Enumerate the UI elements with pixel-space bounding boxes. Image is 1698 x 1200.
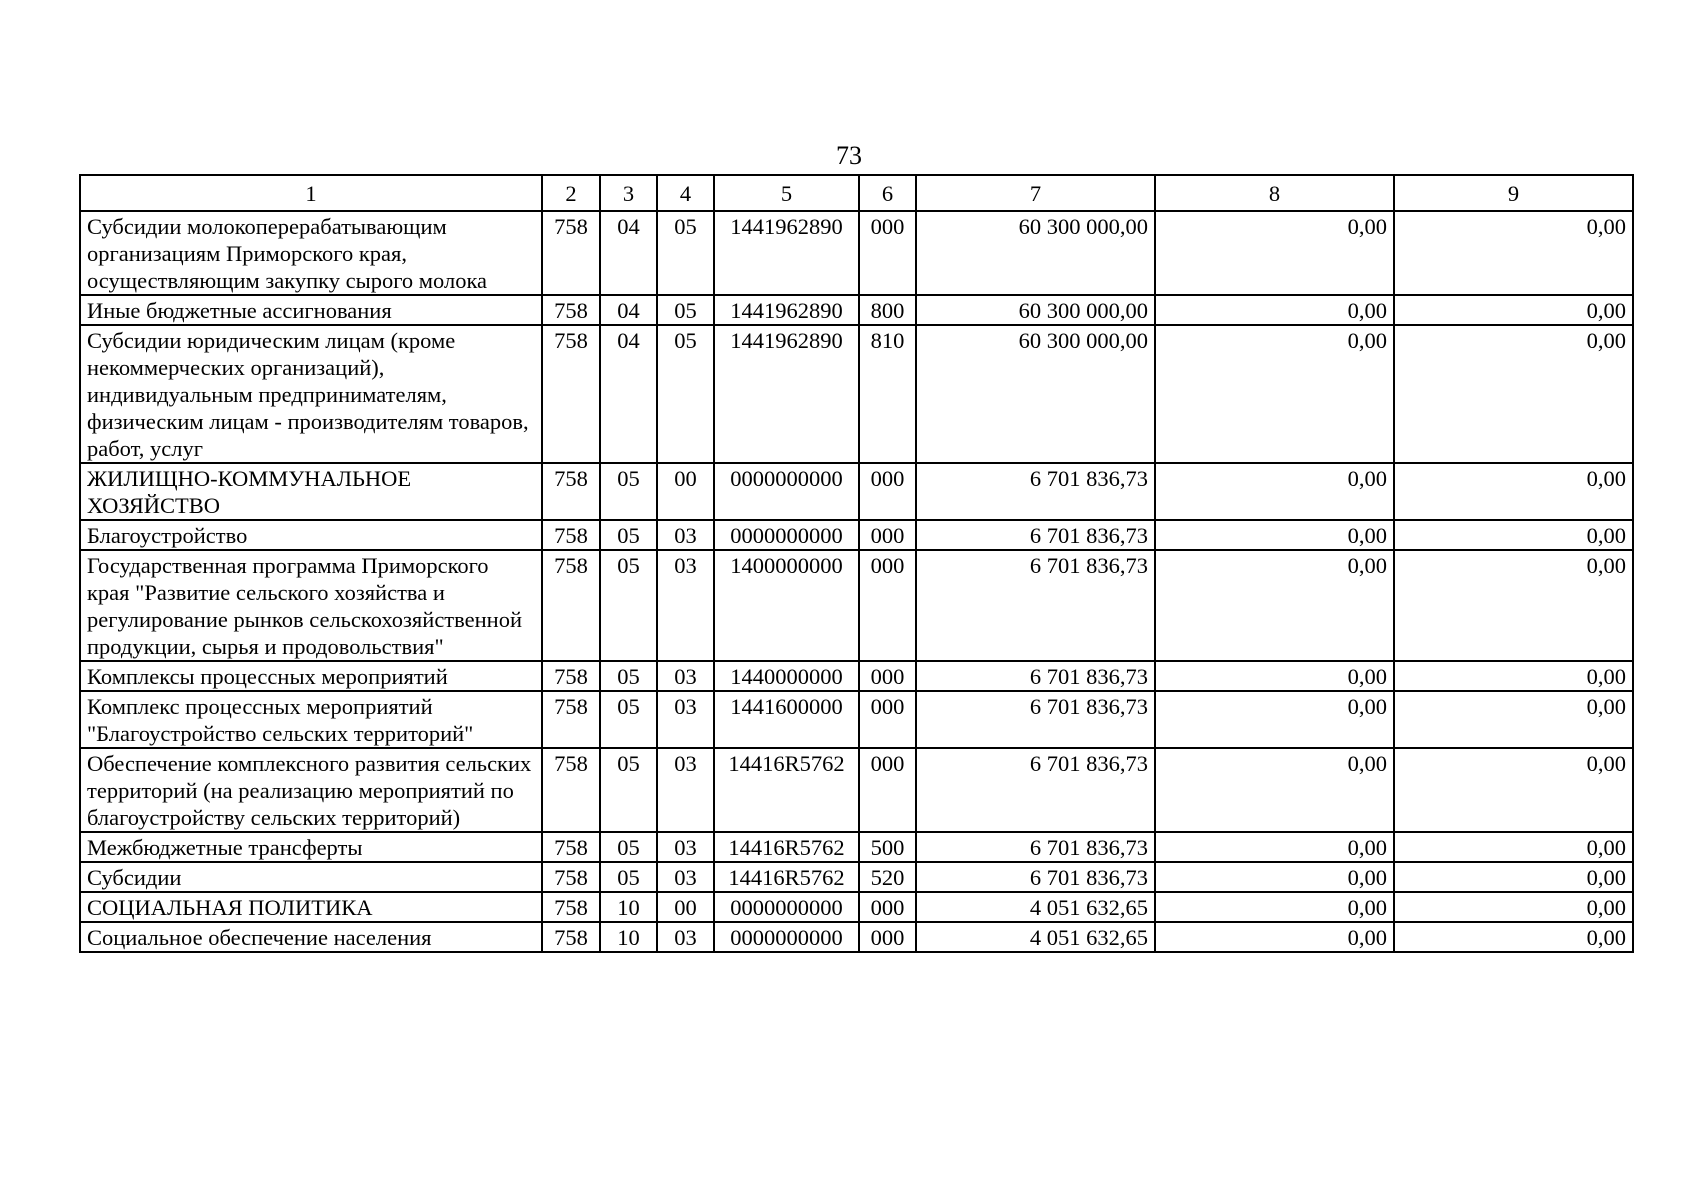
cell-col4: 00 bbox=[657, 892, 714, 922]
cell-col9: 0,00 bbox=[1394, 463, 1633, 520]
cell-col2: 758 bbox=[542, 832, 600, 862]
cell-col4: 05 bbox=[657, 211, 714, 295]
cell-col4: 05 bbox=[657, 325, 714, 463]
cell-col3: 05 bbox=[600, 463, 657, 520]
cell-col5: 14416R5762 bbox=[714, 862, 859, 892]
cell-col5: 0000000000 bbox=[714, 922, 859, 952]
cell-col8: 0,00 bbox=[1155, 325, 1394, 463]
cell-col2: 758 bbox=[542, 520, 600, 550]
cell-col5: 1441962890 bbox=[714, 211, 859, 295]
cell-col2: 758 bbox=[542, 748, 600, 832]
row-name: Иные бюджетные ассигнования bbox=[80, 295, 542, 325]
cell-col7: 60 300 000,00 bbox=[916, 211, 1155, 295]
cell-col7: 60 300 000,00 bbox=[916, 325, 1155, 463]
budget-table bbox=[79, 174, 1634, 953]
cell-col2: 758 bbox=[542, 922, 600, 952]
cell-col9: 0,00 bbox=[1394, 892, 1633, 922]
cell-col6: 810 bbox=[859, 325, 916, 463]
cell-col2: 758 bbox=[542, 211, 600, 295]
cell-col2: 758 bbox=[542, 691, 600, 748]
table-row bbox=[80, 325, 1633, 463]
page-number: 73 bbox=[836, 141, 862, 170]
cell-col5: 14416R5762 bbox=[714, 748, 859, 832]
cell-col5: 0000000000 bbox=[714, 892, 859, 922]
cell-col7: 4 051 632,65 bbox=[916, 892, 1155, 922]
row-name: Обеспечение комплексного развития сельских территорий (на реализацию мероприятий по благоустройству сельских территорий) bbox=[80, 748, 542, 832]
table-row bbox=[80, 550, 1633, 661]
cell-col5: 0000000000 bbox=[714, 463, 859, 520]
cell-col9: 0,00 bbox=[1394, 661, 1633, 691]
cell-col9: 0,00 bbox=[1394, 832, 1633, 862]
cell-col5: 1440000000 bbox=[714, 661, 859, 691]
cell-col4: 03 bbox=[657, 922, 714, 952]
cell-col3: 10 bbox=[600, 922, 657, 952]
column-header: 6 bbox=[859, 175, 916, 211]
cell-col5: 1400000000 bbox=[714, 550, 859, 661]
cell-col3: 05 bbox=[600, 661, 657, 691]
cell-col9: 0,00 bbox=[1394, 862, 1633, 892]
cell-col9: 0,00 bbox=[1394, 748, 1633, 832]
cell-col8: 0,00 bbox=[1155, 463, 1394, 520]
cell-col4: 03 bbox=[657, 748, 714, 832]
cell-col9: 0,00 bbox=[1394, 691, 1633, 748]
cell-col6: 500 bbox=[859, 832, 916, 862]
cell-col8: 0,00 bbox=[1155, 661, 1394, 691]
cell-col3: 05 bbox=[600, 862, 657, 892]
cell-col3: 05 bbox=[600, 691, 657, 748]
cell-col6: 000 bbox=[859, 211, 916, 295]
cell-col5: 0000000000 bbox=[714, 520, 859, 550]
cell-col5: 1441962890 bbox=[714, 325, 859, 463]
cell-col2: 758 bbox=[542, 325, 600, 463]
cell-col3: 05 bbox=[600, 748, 657, 832]
cell-col4: 03 bbox=[657, 862, 714, 892]
cell-col4: 03 bbox=[657, 661, 714, 691]
row-name: Комплексы процессных мероприятий bbox=[80, 661, 542, 691]
row-name: Субсидии bbox=[80, 862, 542, 892]
cell-col7: 4 051 632,65 bbox=[916, 922, 1155, 952]
cell-col9: 0,00 bbox=[1394, 325, 1633, 463]
cell-col8: 0,00 bbox=[1155, 832, 1394, 862]
cell-col8: 0,00 bbox=[1155, 862, 1394, 892]
cell-col5: 1441962890 bbox=[714, 295, 859, 325]
cell-col3: 04 bbox=[600, 325, 657, 463]
cell-col5: 14416R5762 bbox=[714, 832, 859, 862]
table-row bbox=[80, 691, 1633, 748]
cell-col8: 0,00 bbox=[1155, 892, 1394, 922]
row-name: Благоустройство bbox=[80, 520, 542, 550]
cell-col2: 758 bbox=[542, 550, 600, 661]
cell-col4: 03 bbox=[657, 550, 714, 661]
column-header: 7 bbox=[916, 175, 1155, 211]
cell-col7: 6 701 836,73 bbox=[916, 463, 1155, 520]
cell-col3: 05 bbox=[600, 550, 657, 661]
column-header: 3 bbox=[600, 175, 657, 211]
cell-col3: 05 bbox=[600, 520, 657, 550]
column-header: 1 bbox=[80, 175, 542, 211]
cell-col7: 6 701 836,73 bbox=[916, 748, 1155, 832]
cell-col6: 000 bbox=[859, 550, 916, 661]
cell-col8: 0,00 bbox=[1155, 550, 1394, 661]
table-row bbox=[80, 862, 1633, 892]
cell-col4: 03 bbox=[657, 691, 714, 748]
cell-col2: 758 bbox=[542, 892, 600, 922]
cell-col6: 000 bbox=[859, 520, 916, 550]
cell-col3: 10 bbox=[600, 892, 657, 922]
cell-col3: 04 bbox=[600, 211, 657, 295]
cell-col4: 05 bbox=[657, 295, 714, 325]
table-row bbox=[80, 661, 1633, 691]
cell-col6: 000 bbox=[859, 892, 916, 922]
row-name: СОЦИАЛЬНАЯ ПОЛИТИКА bbox=[80, 892, 542, 922]
cell-col6: 800 bbox=[859, 295, 916, 325]
cell-col4: 00 bbox=[657, 463, 714, 520]
cell-col9: 0,00 bbox=[1394, 922, 1633, 952]
row-name: Субсидии юридическим лицам (кроме некоммерческих организаций), индивидуальным предпринимателям, физическим лицам - производителям товаров, работ, услуг bbox=[80, 325, 542, 463]
cell-col8: 0,00 bbox=[1155, 295, 1394, 325]
cell-col4: 03 bbox=[657, 832, 714, 862]
cell-col3: 05 bbox=[600, 832, 657, 862]
cell-col2: 758 bbox=[542, 295, 600, 325]
row-name: Комплекс процессных мероприятий "Благоустройство сельских территорий" bbox=[80, 691, 542, 748]
table-row bbox=[80, 832, 1633, 862]
cell-col8: 0,00 bbox=[1155, 922, 1394, 952]
row-name: ЖИЛИЩНО-КОММУНАЛЬНОЕ ХОЗЯЙСТВО bbox=[80, 463, 542, 520]
cell-col2: 758 bbox=[542, 661, 600, 691]
cell-col8: 0,00 bbox=[1155, 211, 1394, 295]
cell-col9: 0,00 bbox=[1394, 211, 1633, 295]
table-row bbox=[80, 922, 1633, 952]
cell-col7: 6 701 836,73 bbox=[916, 520, 1155, 550]
cell-col8: 0,00 bbox=[1155, 691, 1394, 748]
cell-col7: 6 701 836,73 bbox=[916, 832, 1155, 862]
cell-col3: 04 bbox=[600, 295, 657, 325]
column-header: 9 bbox=[1394, 175, 1633, 211]
cell-col6: 000 bbox=[859, 922, 916, 952]
cell-col7: 6 701 836,73 bbox=[916, 862, 1155, 892]
cell-col6: 000 bbox=[859, 661, 916, 691]
row-name: Субсидии молокоперерабатывающим организациям Приморского края, осуществляющим закупку сырого молока bbox=[80, 211, 542, 295]
table-row bbox=[80, 520, 1633, 550]
cell-col7: 6 701 836,73 bbox=[916, 550, 1155, 661]
cell-col6: 000 bbox=[859, 748, 916, 832]
column-header: 2 bbox=[542, 175, 600, 211]
column-header: 8 bbox=[1155, 175, 1394, 211]
cell-col6: 520 bbox=[859, 862, 916, 892]
cell-col4: 03 bbox=[657, 520, 714, 550]
row-name: Государственная программа Приморского края "Развитие сельского хозяйства и регулирование рынков сельскохозяйственной продукции, сырья и продовольствия" bbox=[80, 550, 542, 661]
cell-col7: 6 701 836,73 bbox=[916, 691, 1155, 748]
table-row bbox=[80, 748, 1633, 832]
column-header: 4 bbox=[657, 175, 714, 211]
cell-col8: 0,00 bbox=[1155, 520, 1394, 550]
row-name: Социальное обеспечение населения bbox=[80, 922, 542, 952]
cell-col8: 0,00 bbox=[1155, 748, 1394, 832]
cell-col6: 000 bbox=[859, 691, 916, 748]
row-name: Межбюджетные трансферты bbox=[80, 832, 542, 862]
column-header: 5 bbox=[714, 175, 859, 211]
cell-col9: 0,00 bbox=[1394, 550, 1633, 661]
cell-col7: 60 300 000,00 bbox=[916, 295, 1155, 325]
cell-col9: 0,00 bbox=[1394, 520, 1633, 550]
table-row bbox=[80, 211, 1633, 295]
cell-col2: 758 bbox=[542, 862, 600, 892]
cell-col2: 758 bbox=[542, 463, 600, 520]
table-row bbox=[80, 463, 1633, 520]
table-row bbox=[80, 295, 1633, 325]
cell-col5: 1441600000 bbox=[714, 691, 859, 748]
cell-col6: 000 bbox=[859, 463, 916, 520]
cell-col7: 6 701 836,73 bbox=[916, 661, 1155, 691]
table-row bbox=[80, 892, 1633, 922]
header-row bbox=[80, 175, 1633, 211]
cell-col9: 0,00 bbox=[1394, 295, 1633, 325]
